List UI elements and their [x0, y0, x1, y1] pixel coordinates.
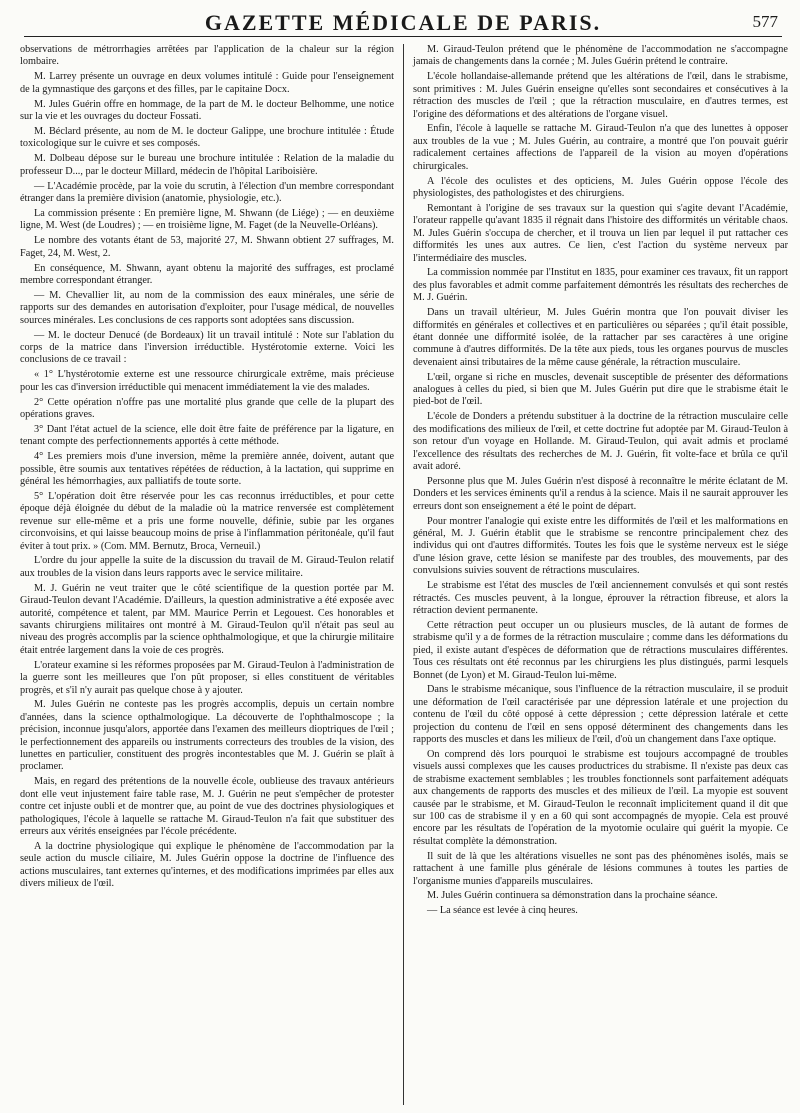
paragraph: Personne plus que M. Jules Guérin n'est disposé à reconnaître le mérite éclatant de M. Donders et les services éminents qu'il a rendus à la science. Mais il ne saurait approuver les erreurs dont son enseignement a été le point de départ. [413, 475, 788, 512]
journal-title: GAZETTE MÉDICALE DE PARIS. [204, 10, 602, 35]
paragraph: A l'école des oculistes et des opticiens, M. Jules Guérin oppose l'école des physiologistes, des pathologistes et des chirurgiens. [413, 175, 788, 199]
paragraph: Il suit de là que les altérations visuelles ne sont pas des phénomènes isolés, mais se rattachent à une famille plus générale de lésions communes à toutes les parties de l'organisme munies d'appareils musculaires. [413, 850, 788, 887]
paragraph: M. Béclard présente, au nom de M. le docteur Galippe, une brochure intitulée : Étude toxicologique sur le cuivre et ses composés. [20, 125, 394, 150]
paragraph: M. Giraud-Teulon prétend que le phénomène de l'accommodation ne s'accompagne jamais de changements dans la cornée ; M. Jules Guérin prétend le contraire. [413, 44, 788, 68]
paragraph: La commission nommée par l'Institut en 1835, pour examiner ces travaux, fit un rapport des plus favorables et admit comme parfaitement démontrés les résultats des recherches de M. J. Guérin. [413, 267, 788, 304]
paragraph: L'ordre du jour appelle la suite de la discussion du travail de M. Giraud-Teulon relatif aux troubles de la vision dans leurs rapports avec le service militaire. [20, 555, 394, 579]
paragraph: Cette rétraction peut occuper un ou plusieurs muscles, de là autant de formes de strabisme qu'il y a de formes de la rétraction musculaire ; comme dans les déformations du pied, il existe autant d'espèces de déformation que de rétractions musculaires différentes. Tous ces résultats ont été reconnus par les chirurgiens les plus distingués, parmi lesquels Bonnet (de Lyon) et M. Giraud-Teulon lui-même. [413, 619, 788, 681]
paragraph: L'école hollandaise-allemande prétend que les altérations de l'œil, dans le strabisme, sont primitives : M. Jules Guérin enseigne qu'elles sont secondaires et consécutives à la rétraction des muscles de l'œil ; que la rétraction musculaire, en d'autres termes, est l'origine des déformations et des altérations de l'organe visuel. [413, 71, 788, 120]
paragraph: 3° Dant l'état actuel de la science, elle doit être faite de préférence par la ligature, en tenant compte des perfectionnements apportés à cette méthode. [20, 423, 394, 448]
paragraph: M. Jules Guérin continuera sa démonstration dans la prochaine séance. [427, 890, 718, 902]
paragraph: Remontant à l'origine de ses travaux sur la question qui s'agite devant l'Académie, l'orateur rappelle qu'avant 1835 il régnait dans l'histoire des difformités un véritable chaos. M. Jules Guérin s'occupa de chercher, et il trouva un lien par lequel il put rattacher ces difformités les unes aux autres. Ce lien, c'est l'action du système nerveux par l'intermédiaire des muscles. [413, 202, 788, 264]
paragraph: Enfin, l'école à laquelle se rattache M. Giraud-Teulon n'a que des lunettes à opposer aux troubles de la vue ; M. Jules Guérin, au contraire, a montré que l'on pouvait guérir radicalement certaines affections de l'appareil de la vision au moyen d'opérations chirurgicales. [413, 123, 788, 172]
paragraph: — M. le docteur Denucé (de Bordeaux) lit un travail intitulé : Note sur l'ablation du corps de la matrice dans l'inversion irréductible. Hystérotomie externe. Voici les conclusions de ce travail : [20, 329, 394, 366]
paragraph: — L'Académie procède, par la voie du scrutin, à l'élection d'un membre correspondant étranger dans la première division (anatomie, physiologie, etc.). [20, 180, 394, 204]
paragraph: M. Jules Guérin offre en hommage, de la part de M. le docteur Belhomme, une notice sur la vie et les ouvrages du docteur Fossati. [20, 98, 394, 123]
paragraph: L'orateur examine si les réformes proposées par M. Giraud-Teulon à l'administration de la guerre sont les meilleures que l'on pût proposer, si elles constituent de véritables progrès, et s'il n'y aurait pas quelque chose à y ajouter. [20, 659, 394, 696]
paragraph: M. Dolbeau dépose sur le bureau une brochure intitulée : Relation de la maladie du professeur D..., par le docteur Millard, médecin de l'hôpital Lariboisière. [20, 153, 394, 177]
paragraph: Le strabisme est l'état des muscles de l'œil anciennement convulsés et qui sont restés rétractés. Ces muscles peuvent, à la longue, éprouver la rétraction fibreuse, et alors la rétraction devient permanente. [413, 580, 788, 616]
right-column [404, 44, 788, 1105]
left-column [20, 44, 404, 1105]
paragraph: observations de métrorrhagies arrêtées par l'application de la chaleur sur la région lombaire. [20, 44, 394, 68]
paragraph: La commission présente : En première ligne, M. Shwann (de Liége) ; — en deuxième ligne, M. West (de Loudres) ; — en troisième ligne, M. Faget (de la Neuvelle-Orléans). [20, 207, 394, 232]
paragraph: 2° Cette opération n'offre pas une mortalité plus grande que celle de la plupart des opérations graves. [20, 396, 394, 420]
paragraph: — La séance est levée à cinq heures. [427, 905, 578, 917]
paragraph: En conséquence, M. Shwann, ayant obtenu la majorité des suffrages, est proclamé membre correspondant étranger. [20, 262, 394, 286]
text-columns [20, 44, 790, 1105]
paragraph: A la doctrine physiologique qui explique le phénomène de l'accommodation par la seule action du muscle ciliaire, M. Jules Guérin oppose la doctrine de l'influence des actions musculaires, tant externes qu'internes, et des modifications imprimées par elles aux divers milieux de l'œil. [20, 840, 394, 890]
paragraph: L'école de Donders a prétendu substituer à la doctrine de la rétraction musculaire celle des modifications des milieux de l'œil, et cette doctrine fut adoptée par M. Giraud-Teulon à son retour d'un voyage en Hollande. M. Giraud-Teulon, qui avait admis et proclamé l'excellence des résultats des recherches de M. J. Guérin, fit volte-face et brûla ce qu'il avait adoré. [413, 411, 788, 472]
paragraph: 5° L'opération doit être réservée pour les cas reconnus irréductibles, et pour cette époque déjà éloignée du début de la maladie où la matrice renversée est complètement revenue sur elle-même et a pris une forme nouvelle, définie, subie par les organes circonvoisins, et qui laisse beaucoup moins de prise à l'inflammation péritonéale, qu'il faut éviter à tout prix. » (Com. MM. Bernutz, Broca, Verneuil.) [20, 490, 394, 552]
paragraph: M. J. Guérin ne veut traiter que le côté scientifique de la question portée par M. Giraud-Teulon devant l'Académie. D'ailleurs, la question administrative a été exposée avec autorité, compétence et talent, par MM. Maurice Perrin et Legouest. Ces honorables et savants chirurgiens militaires ont montré à M. Giraud-Teulon qu'il n'était pas seul au niveau des progrès accomplis par la science ophthalmologique, et que la chirurgie militaire était entrée largement dans la voie de ces progrès. [20, 582, 394, 656]
paragraph: Mais, en regard des prétentions de la nouvelle école, oublieuse des travaux antérieurs dont elle veut injustement faire table rase, M. J. Guérin ne peut s'empêcher de protester contre cet injuste oubli et de montrer que, au point de vue des doctrines physiologiques et pathologiques, l'école à laquelle se rattache M. Giraud-Teulon n'a fait que substituer des erreurs aux vérités enseignées par l'école précédente. [20, 776, 394, 837]
paragraph: Pour montrer l'analogie qui existe entre les difformités de l'œil et les malformations en général, M. J. Guérin établit que le strabisme se rencontre principalement chez des individus qui ont d'autres difformités. Toutes les fois que le système nerveux est le siége d'une lésion grave, cette lésion se manifeste par des troubles, des mouvements, par des convulsions suivies souvent de rétractions musculaires. [413, 515, 788, 577]
paragraph: 4° Les premiers mois d'une inversion, même la première année, doivent, autant que possible, être soumis aux tentatives répétées de réduction, à la lactation, qui supprime en général les hémorrhagies, aux palliatifs de toute sorte. [20, 451, 394, 487]
paragraph: Dans le strabisme mécanique, sous l'influence de la rétraction musculaire, il se produit une déformation de l'œil caractérisée par une dépression latérale et une projection du contenu de l'œil du côté opposé à cette dépression ; cette dépression latérale et cette projection du contenu de l'œil en sens opposé déterminent des changements dans les rapports des muscles et dans les milieux de l'œil, d'où un changement dans l'axe optique. [413, 684, 788, 746]
paragraph: « 1° L'hystérotomie externe est une ressource chirurgicale extrême, mais précieuse pour les cas d'inversion irréductible qui menacent immédiatement la vie des malades. [20, 369, 394, 393]
paragraph: M. Jules Guérin ne conteste pas les progrès accomplis, depuis un certain nombre d'années, dans la science opthalmologique. La découverte de l'ophthalmoscope ; la précision, inconnue jusqu'alors, apportée dans l'examen des meilleurs dioptriques de l'œil ; le perfectionnement des appareils ou instruments correcteurs des troubles de la vision, des lunettes en particulier, constituent des progrès incontestables que M. J. Guérin se plaît à proclamer. [20, 699, 394, 773]
paragraph: — M. Chevallier lit, au nom de la commission des eaux minérales, une série de rapports sur des demandes en autorisation d'exploiter, pour l'usage médical, de nouvelles sources minérales. Les conclusions de ces rapports sont adoptées sans discussion. [20, 289, 394, 326]
page-header [24, 6, 782, 37]
paragraph: M. Larrey présente un ouvrage en deux volumes intitulé : Guide pour l'enseignement de la gymnastique des garçons et des filles, par le capitaine Docx. [20, 71, 394, 95]
paragraph: Dans un travail ultérieur, M. Jules Guérin montra que l'on pouvait diviser les difformités en générales et collectives et en particulières ou séparées ; qu'il était possible, étant donnée une difformité isolée, de la rattacher par ses caractères à une origine commune à d'autres difformités. De la tête aux pieds, tous les organes pourvus de muscles devenaient ainsi tributaires de la même cause générale, la rétraction musculaire. [413, 307, 788, 368]
paragraph: Le nombre des votants étant de 53, majorité 27, M. Shwann obtient 27 suffrages, M. Faget, 24, M. West, 2. [20, 235, 394, 259]
page-number: 577 [752, 12, 778, 31]
paragraph: On comprend dès lors pourquoi le strabisme est toujours accompagné de troubles visuels aussi complexes que les causes productrices du strabisme. Il n'existe pas deux cas de strabisme exactement semblables ; les troubles fonctionnels sont parfaitement adéquats aux changements de rapports des muscles et des milieux de l'œil. La myopie est souvent causée par le strabisme, et M. Giraud-Teulon le reconnaît implicitement quand il dit que sur 100 cas de strabisme il y en a 60 qui sont accompagnés de myopie. Cela est prouvé encore par les résultats de l'opération de la myotomie oculaire qui guérit la myopie. Ce résultat complète la démonstration. [413, 748, 788, 847]
paragraph: L'œil, organe si riche en muscles, devenait susceptible de présenter des déformations analogues à celles du pied, si bien que M. Jules Guérin put dire que le strabisme était le pied-bot de l'œil. [413, 371, 788, 408]
